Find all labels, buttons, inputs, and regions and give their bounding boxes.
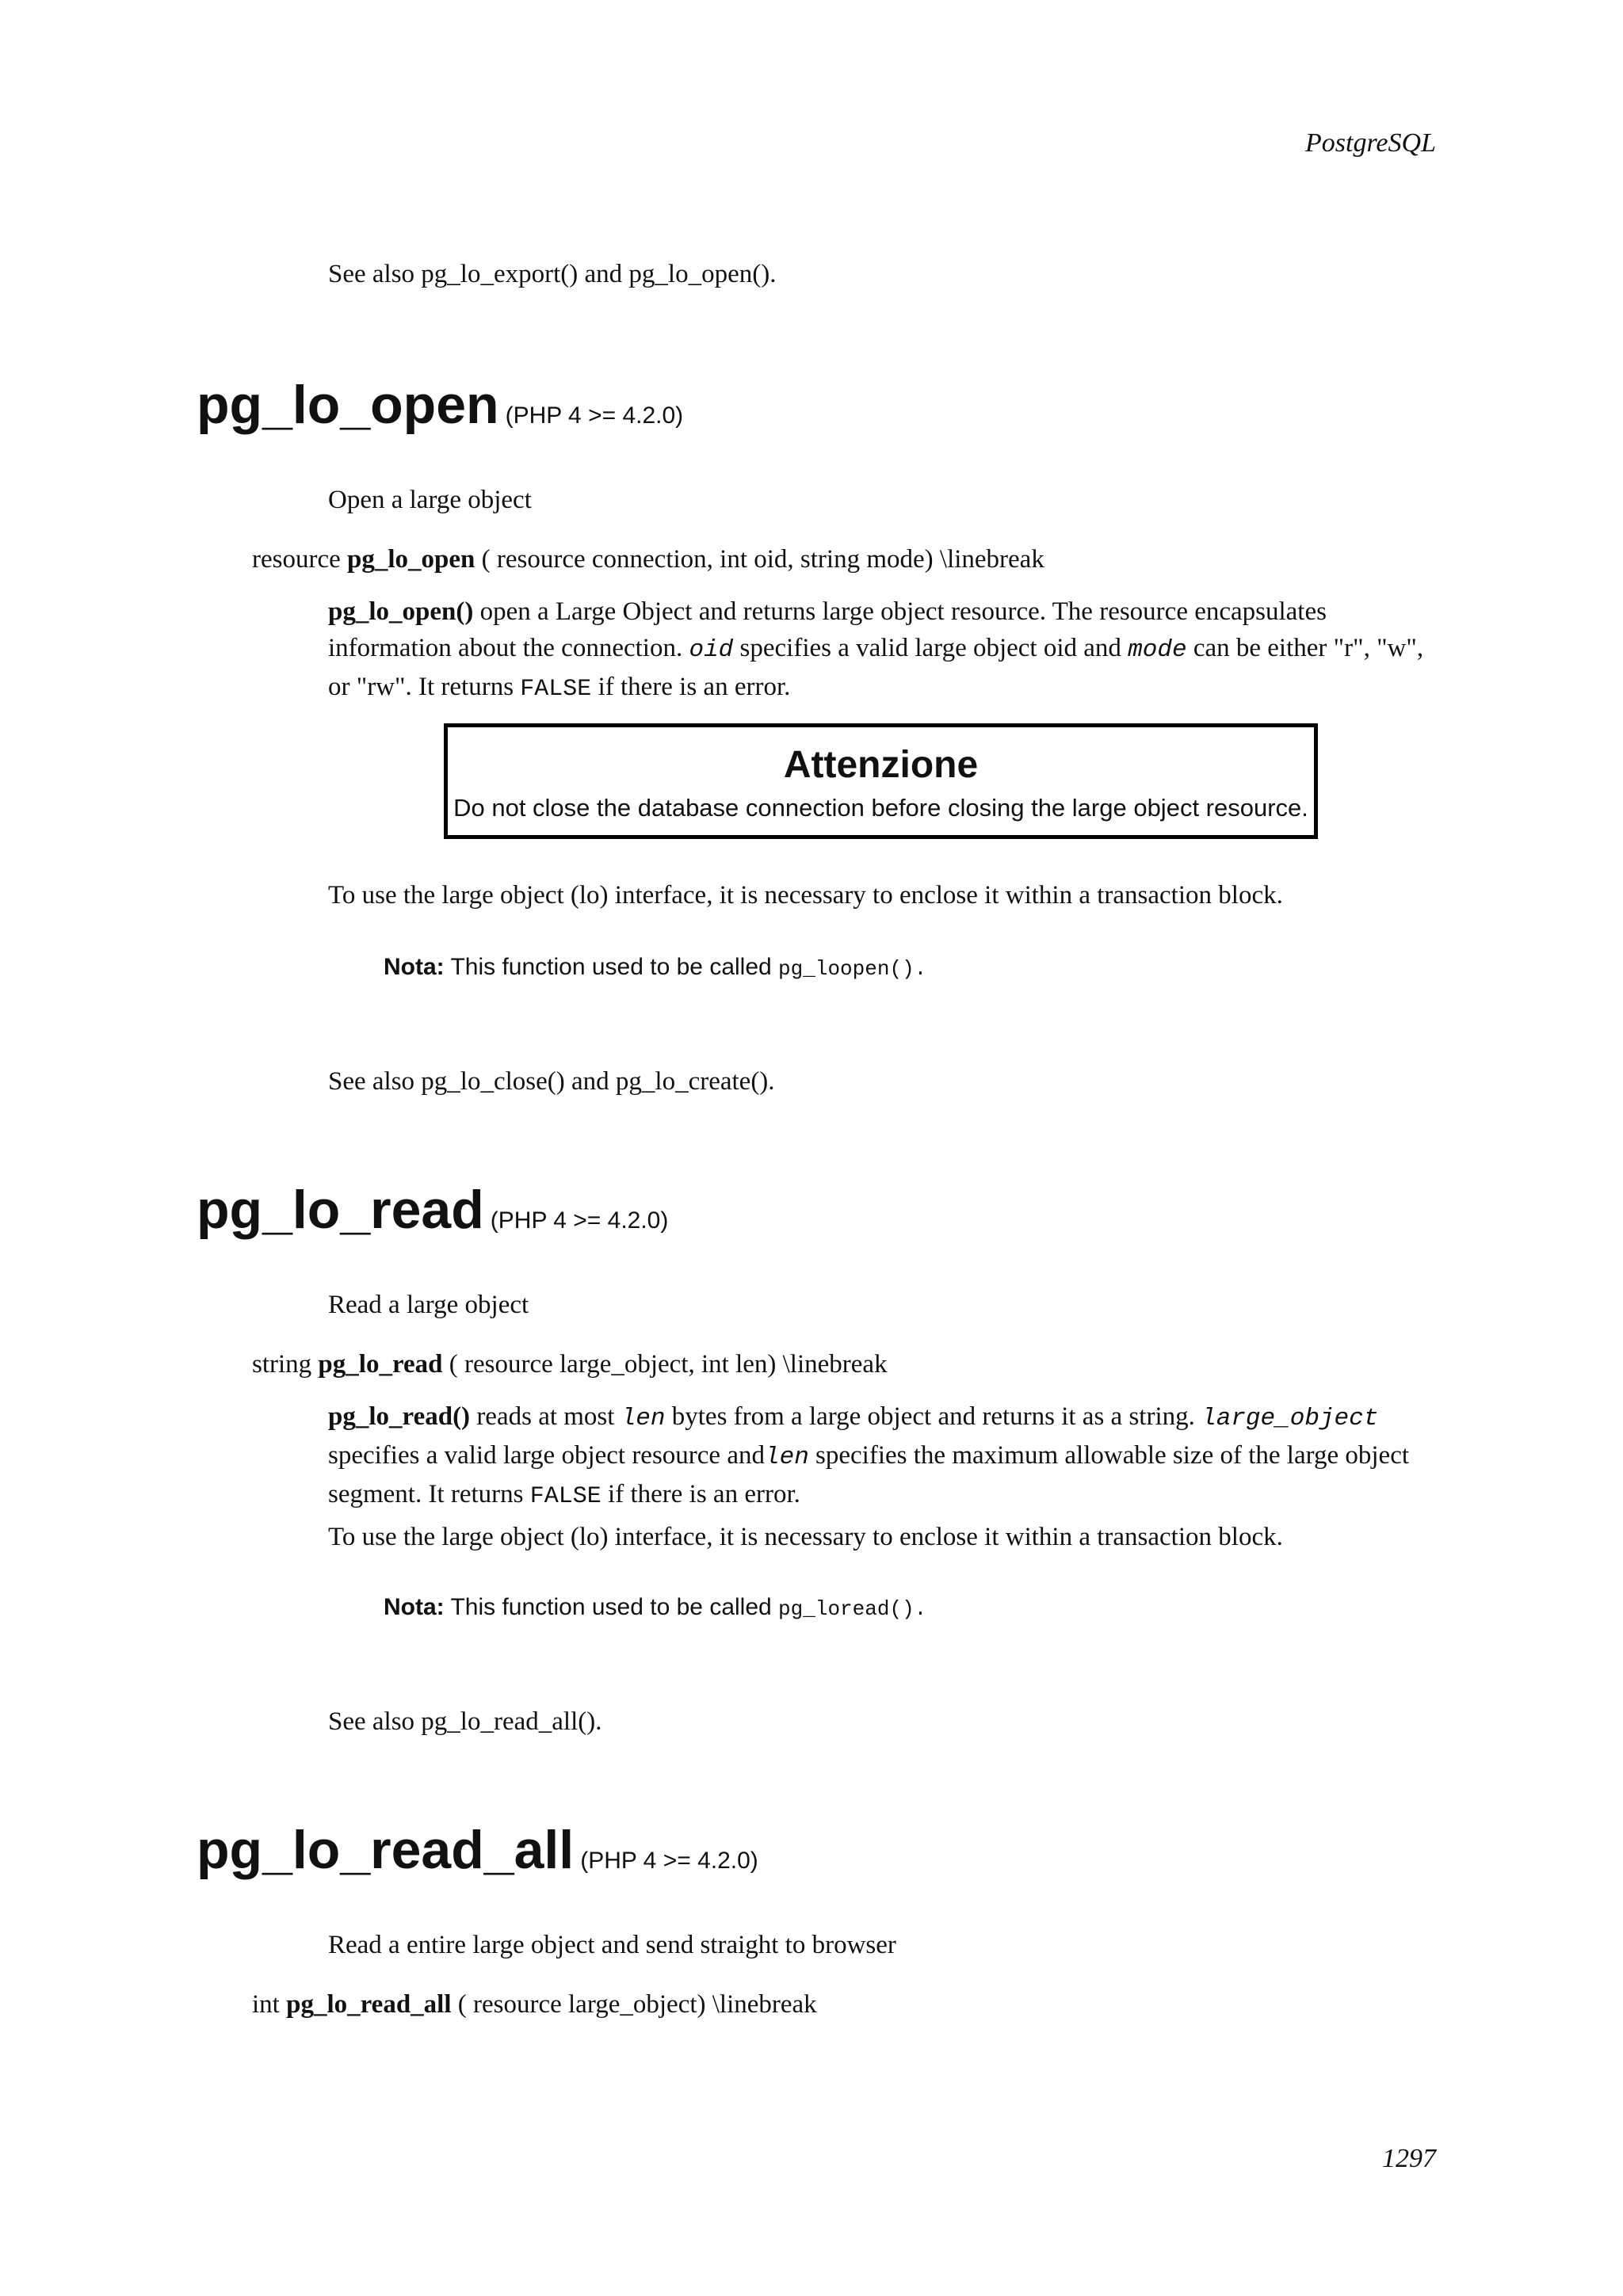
desc-text: bytes from a large object and returns it as a string. — [665, 1402, 1202, 1431]
synopsis-args: ( resource connection, int oid, string mode) \linebreak — [481, 545, 1044, 574]
desc-text: if there is an error. — [591, 673, 791, 701]
desc-text: specifies a valid large object resource and — [328, 1441, 765, 1470]
purpose-pg-lo-open: Open a large object — [328, 486, 532, 514]
purpose-pg-lo-read-all: Read a entire large object and send straight to browser — [328, 1931, 896, 1959]
param-len: len — [621, 1405, 666, 1432]
section-heading-pg-lo-read-all — [197, 1819, 758, 1881]
synopsis-type: string — [252, 1350, 312, 1379]
note-code: pg_loopen(). — [778, 957, 927, 981]
warning-text: Do not close the database connection before closing the large object resource. — [453, 794, 1308, 822]
transaction-note-pg-lo-read: To use the large object (lo) interface, it is necessary to enclose it within a transaction block. — [328, 1523, 1283, 1551]
description-pg-lo-open — [328, 593, 1438, 707]
note-text: This function used to be called — [450, 954, 779, 980]
note-label: Nota: — [384, 954, 445, 980]
note-text: This function used to be called — [450, 1594, 779, 1620]
false-keyword: FALSE — [520, 676, 592, 703]
synopsis-function: pg_lo_read — [318, 1350, 443, 1379]
warning-box — [444, 723, 1318, 839]
desc-text: if there is an error. — [601, 1480, 800, 1508]
param-len: len — [764, 1444, 809, 1471]
note-code: pg_loread(). — [778, 1597, 927, 1621]
param-large-object: large_object — [1201, 1405, 1379, 1432]
see-also-pg-lo-open: See also pg_lo_close() and pg_lo_create(). — [328, 1067, 775, 1096]
note-label: Nota: — [384, 1594, 445, 1620]
heading-title: pg_lo_read_all — [197, 1820, 575, 1880]
heading-title: pg_lo_open — [197, 375, 499, 435]
synopsis-pg-lo-read-all — [252, 1990, 817, 2019]
heading-version: (PHP 4 >= 4.2.0) — [490, 1207, 669, 1234]
desc-text: reads at most — [470, 1402, 621, 1431]
heading-version: (PHP 4 >= 4.2.0) — [580, 1848, 758, 1874]
synopsis-args: ( resource large_object) \linebreak — [457, 1990, 817, 2019]
desc-text: can be either "r", "w", or "rw". It returns — [328, 634, 1424, 701]
param-oid: oid — [689, 636, 734, 664]
running-header: PostgreSQL — [1305, 128, 1436, 158]
desc-text: open a Large Object and returns large object resource. The resource encapsulates information about the connection. — [328, 597, 1327, 662]
synopsis-pg-lo-open — [252, 545, 1044, 574]
desc-text: specifies a valid large object oid and — [733, 634, 1128, 662]
section-heading-pg-lo-open — [197, 374, 683, 436]
synopsis-function: pg_lo_open — [347, 545, 475, 574]
synopsis-type: int — [252, 1990, 280, 2019]
synopsis-type: resource — [252, 545, 341, 574]
see-also-pg-lo-read: See also pg_lo_read_all(). — [328, 1707, 602, 1736]
synopsis-function: pg_lo_read_all — [286, 1990, 452, 2019]
section-heading-pg-lo-read — [197, 1179, 668, 1241]
desc-text: specifies the maximum allowable size of the large object segment. It returns — [328, 1441, 1410, 1508]
page-number: 1297 — [1382, 2144, 1436, 2173]
synopsis-pg-lo-read — [252, 1350, 888, 1379]
intro-see-also: See also pg_lo_export() and pg_lo_open(). — [328, 260, 777, 288]
warning-title: Attenzione — [783, 744, 979, 786]
desc-function: pg_lo_open() — [328, 597, 474, 626]
note-pg-lo-open — [384, 954, 926, 981]
transaction-note-pg-lo-open: To use the large object (lo) interface, it is necessary to enclose it within a transaction block. — [328, 881, 1283, 910]
heading-title: pg_lo_read — [197, 1180, 484, 1240]
description-pg-lo-read — [328, 1398, 1438, 1515]
purpose-pg-lo-read: Read a large object — [328, 1291, 529, 1319]
false-keyword: FALSE — [529, 1483, 601, 1510]
desc-function: pg_lo_read() — [328, 1402, 471, 1431]
note-pg-lo-read — [384, 1594, 926, 1621]
synopsis-args: ( resource large_object, int len) \linebreak — [449, 1350, 888, 1379]
heading-version: (PHP 4 >= 4.2.0) — [505, 402, 684, 429]
param-mode: mode — [1128, 636, 1187, 664]
